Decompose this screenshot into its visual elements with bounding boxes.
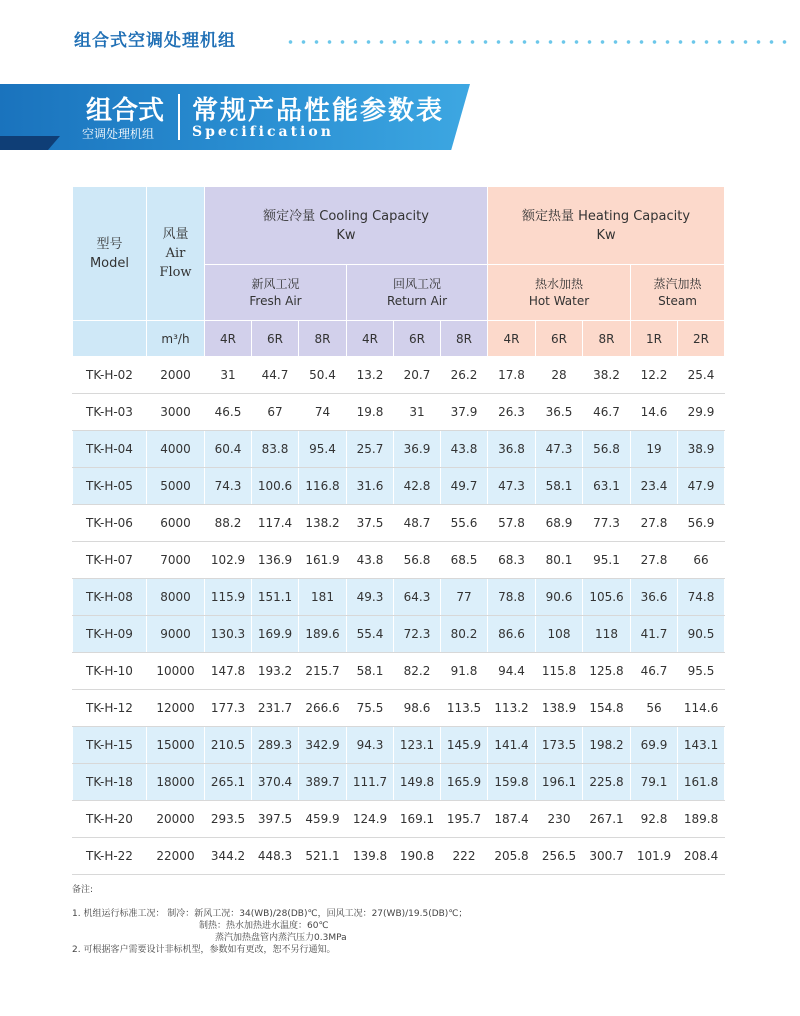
model-cell: TK-H-05 [73,468,147,505]
model-cell: TK-H-22 [73,838,147,875]
hot-water-cn: 热水加热 [534,276,583,291]
value-cell: 49.7 [441,468,488,505]
note-line-3: 蒸汽加热盘管内蒸汽压力0.3MPa [215,933,347,943]
value-cell: 205.8 [488,838,536,875]
value-cell: 55.4 [347,616,394,653]
note-line-2: 制热：热水加热进水温度：60℃ [199,921,329,931]
heating-unit: Kw [596,227,616,243]
value-cell: 92.8 [631,801,678,838]
value-cell: 123.1 [394,727,441,764]
value-cell: 115.9 [205,579,252,616]
value-cell: 113.5 [441,690,488,727]
value-cell: 90.6 [536,579,583,616]
note-line-1: 1. 机组运行标准工况： 制冷：新风工况：34(WB)/28(DB)℃，回风工况：27(WB)/19.5(DB)℃； [72,909,468,919]
banner-separator [178,94,180,140]
steam-header [631,265,725,321]
table-row [73,690,725,727]
air-flow-cell: 4000 [147,431,205,468]
value-cell: 47.9 [678,468,725,505]
value-cell: 14.6 [631,394,678,431]
value-cell: 56 [631,690,678,727]
value-cell: 26.2 [441,357,488,394]
value-cell: 25.7 [347,431,394,468]
value-cell: 210.5 [205,727,252,764]
value-cell: 50.4 [299,357,347,394]
model-cell: TK-H-20 [73,801,147,838]
value-cell: 72.3 [394,616,441,653]
value-cell: 256.5 [536,838,583,875]
value-cell: 31 [394,394,441,431]
cooling-capacity-header [205,187,488,265]
value-cell: 94.4 [488,653,536,690]
value-cell: 55.6 [441,505,488,542]
value-cell: 195.7 [441,801,488,838]
value-cell: 82.2 [394,653,441,690]
value-cell: 215.7 [299,653,347,690]
value-cell: 31 [205,357,252,394]
table-row [73,838,725,875]
model-header-cn: 型号 [96,236,123,252]
banner-title-en: Specification [192,124,334,140]
air-flow-cell: 6000 [147,505,205,542]
air-header-cn: 风量 [162,227,189,242]
value-cell: 38.2 [583,357,631,394]
value-cell: 397.5 [252,801,299,838]
value-cell: 43.8 [441,431,488,468]
return-air-cn: 回风工况 [392,276,441,291]
value-cell: 267.1 [583,801,631,838]
table-row [73,653,725,690]
value-cell: 145.9 [441,727,488,764]
air-flow-cell: 20000 [147,801,205,838]
fresh-air-header [205,265,347,321]
value-cell: 56.8 [583,431,631,468]
value-cell: 154.8 [583,690,631,727]
table-row [73,727,725,764]
value-cell: 293.5 [205,801,252,838]
value-cell: 19 [631,431,678,468]
value-cell: 77 [441,579,488,616]
value-cell: 230 [536,801,583,838]
value-cell: 79.1 [631,764,678,801]
value-cell: 42.8 [394,468,441,505]
value-cell: 159.8 [488,764,536,801]
value-cell: 95.5 [678,653,725,690]
value-cell: 36.9 [394,431,441,468]
value-cell: 46.7 [583,394,631,431]
value-cell: 58.1 [536,468,583,505]
value-cell: 161.8 [678,764,725,801]
value-cell: 95.4 [299,431,347,468]
air-flow-cell: 2000 [147,357,205,394]
value-cell: 108 [536,616,583,653]
value-cell: 13.2 [347,357,394,394]
value-cell: 344.2 [205,838,252,875]
notes-label: 备注: [72,885,94,895]
fresh-air-en: Fresh Air [249,293,302,308]
value-cell: 136.9 [252,542,299,579]
table-row [73,579,725,616]
value-cell: 98.6 [394,690,441,727]
steam-cn: 蒸汽加热 [653,276,702,291]
value-cell: 147.8 [205,653,252,690]
value-cell: 83.8 [252,431,299,468]
value-cell: 111.7 [347,764,394,801]
row-label: 6R [536,321,583,357]
value-cell: 95.1 [583,542,631,579]
value-cell: 116.8 [299,468,347,505]
value-cell: 222 [441,838,488,875]
air-flow-unit: m³/h [147,321,205,357]
model-cell: TK-H-09 [73,616,147,653]
banner-sub-text: 空调处理机组 [82,127,155,141]
value-cell: 125.8 [583,653,631,690]
value-cell: 41.7 [631,616,678,653]
table-row [73,431,725,468]
value-cell: 190.8 [394,838,441,875]
model-cell: TK-H-08 [73,579,147,616]
value-cell: 448.3 [252,838,299,875]
value-cell: 47.3 [488,468,536,505]
value-cell: 124.9 [347,801,394,838]
table-row [73,468,725,505]
value-cell: 149.8 [394,764,441,801]
value-cell: 74 [299,394,347,431]
value-cell: 63.1 [583,468,631,505]
value-cell: 193.2 [252,653,299,690]
row-label: 2R [678,321,725,357]
value-cell: 38.9 [678,431,725,468]
model-cell: TK-H-03 [73,394,147,431]
value-cell: 58.1 [347,653,394,690]
banner-main-text: 组合式 [86,96,165,126]
air-flow-cell: 3000 [147,394,205,431]
value-cell: 265.1 [205,764,252,801]
value-cell: 100.6 [252,468,299,505]
row-label: 8R [583,321,631,357]
model-cell: TK-H-15 [73,727,147,764]
value-cell: 37.9 [441,394,488,431]
value-cell: 90.5 [678,616,725,653]
value-cell: 187.4 [488,801,536,838]
value-cell: 181 [299,579,347,616]
value-cell: 225.8 [583,764,631,801]
value-cell: 130.3 [205,616,252,653]
value-cell: 198.2 [583,727,631,764]
value-cell: 165.9 [441,764,488,801]
section-title: 组合式空调处理机组 [74,31,236,51]
value-cell: 139.8 [347,838,394,875]
value-cell: 28 [536,357,583,394]
model-cell: TK-H-10 [73,653,147,690]
table-row [73,542,725,579]
value-cell: 77.3 [583,505,631,542]
table-body [73,357,725,875]
value-cell: 57.8 [488,505,536,542]
value-cell: 161.9 [299,542,347,579]
model-unit-spacer [73,321,147,357]
value-cell: 75.5 [347,690,394,727]
value-cell: 169.1 [394,801,441,838]
value-cell: 44.7 [252,357,299,394]
value-cell: 19.8 [347,394,394,431]
value-cell: 49.3 [347,579,394,616]
hot-water-header [488,265,631,321]
dotted-divider [284,40,794,44]
air-header-en2: Flow [159,265,192,280]
air-flow-cell: 15000 [147,727,205,764]
value-cell: 69.9 [631,727,678,764]
heating-title: 额定热量 Heating Capacity [522,208,691,224]
spec-table [72,186,725,875]
value-cell: 141.4 [488,727,536,764]
model-cell: TK-H-07 [73,542,147,579]
value-cell: 46.7 [631,653,678,690]
air-header-en1: Air [165,246,186,261]
note-line-4: 2. 可根据客户需要设计非标机型，参数如有更改，恕不另行通知。 [72,945,336,955]
air-flow-cell: 5000 [147,468,205,505]
air-flow-cell: 10000 [147,653,205,690]
value-cell: 43.8 [347,542,394,579]
value-cell: 459.9 [299,801,347,838]
value-cell: 102.9 [205,542,252,579]
value-cell: 74.8 [678,579,725,616]
value-cell: 26.3 [488,394,536,431]
value-cell: 114.6 [678,690,725,727]
value-cell: 117.4 [252,505,299,542]
value-cell: 101.9 [631,838,678,875]
value-cell: 289.3 [252,727,299,764]
model-cell: TK-H-12 [73,690,147,727]
value-cell: 68.9 [536,505,583,542]
cooling-unit: Kw [336,227,356,243]
notes-section [72,884,467,956]
value-cell: 36.5 [536,394,583,431]
value-cell: 27.8 [631,542,678,579]
value-cell: 189.8 [678,801,725,838]
value-cell: 196.1 [536,764,583,801]
value-cell: 56.9 [678,505,725,542]
return-air-header [347,265,488,321]
air-flow-cell: 12000 [147,690,205,727]
cooling-title: 额定冷量 Cooling Capacity [263,208,429,224]
table-row [73,764,725,801]
value-cell: 370.4 [252,764,299,801]
value-cell: 36.6 [631,579,678,616]
air-flow-cell: 9000 [147,616,205,653]
value-cell: 31.6 [347,468,394,505]
value-cell: 47.3 [536,431,583,468]
table-row [73,357,725,394]
value-cell: 25.4 [678,357,725,394]
model-cell: TK-H-04 [73,431,147,468]
value-cell: 66 [678,542,725,579]
heating-capacity-header [488,187,725,265]
return-air-en: Return Air [386,293,448,308]
air-flow-cell: 22000 [147,838,205,875]
value-cell: 78.8 [488,579,536,616]
value-cell: 151.1 [252,579,299,616]
air-flow-cell: 8000 [147,579,205,616]
value-cell: 115.8 [536,653,583,690]
model-header-en: Model [89,255,130,271]
value-cell: 138.2 [299,505,347,542]
value-cell: 56.8 [394,542,441,579]
table-row [73,394,725,431]
air-flow-cell: 7000 [147,542,205,579]
value-cell: 138.9 [536,690,583,727]
value-cell: 177.3 [205,690,252,727]
value-cell: 60.4 [205,431,252,468]
value-cell: 105.6 [583,579,631,616]
value-cell: 74.3 [205,468,252,505]
model-cell: TK-H-18 [73,764,147,801]
value-cell: 118 [583,616,631,653]
value-cell: 20.7 [394,357,441,394]
row-label: 8R [441,321,488,357]
value-cell: 37.5 [347,505,394,542]
air-flow-header [147,187,205,321]
table-row [73,801,725,838]
fresh-air-cn: 新风工况 [251,276,300,291]
value-cell: 143.1 [678,727,725,764]
value-cell: 86.6 [488,616,536,653]
value-cell: 231.7 [252,690,299,727]
value-cell: 80.1 [536,542,583,579]
value-cell: 189.6 [299,616,347,653]
value-cell: 46.5 [205,394,252,431]
value-cell: 342.9 [299,727,347,764]
title-banner [0,84,470,150]
value-cell: 23.4 [631,468,678,505]
value-cell: 68.3 [488,542,536,579]
value-cell: 94.3 [347,727,394,764]
steam-en: Steam [658,293,697,308]
value-cell: 12.2 [631,357,678,394]
hot-water-en: Hot Water [528,293,590,308]
air-flow-cell: 18000 [147,764,205,801]
row-label: 4R [205,321,252,357]
row-label: 1R [631,321,678,357]
value-cell: 113.2 [488,690,536,727]
model-cell: TK-H-02 [73,357,147,394]
value-cell: 88.2 [205,505,252,542]
value-cell: 67 [252,394,299,431]
row-label: 8R [299,321,347,357]
row-label: 4R [488,321,536,357]
value-cell: 169.9 [252,616,299,653]
value-cell: 80.2 [441,616,488,653]
value-cell: 521.1 [299,838,347,875]
value-cell: 17.8 [488,357,536,394]
row-label: 6R [394,321,441,357]
table-row [73,505,725,542]
row-label: 4R [347,321,394,357]
banner-title-cn: 常规产品性能参数表 [192,96,445,126]
row-label: 6R [252,321,299,357]
value-cell: 64.3 [394,579,441,616]
table-row [73,616,725,653]
value-cell: 173.5 [536,727,583,764]
model-cell: TK-H-06 [73,505,147,542]
value-cell: 48.7 [394,505,441,542]
value-cell: 68.5 [441,542,488,579]
value-cell: 36.8 [488,431,536,468]
page-header [0,0,800,72]
value-cell: 91.8 [441,653,488,690]
value-cell: 389.7 [299,764,347,801]
value-cell: 266.6 [299,690,347,727]
value-cell: 27.8 [631,505,678,542]
value-cell: 208.4 [678,838,725,875]
value-cell: 29.9 [678,394,725,431]
value-cell: 300.7 [583,838,631,875]
model-header [73,187,147,321]
